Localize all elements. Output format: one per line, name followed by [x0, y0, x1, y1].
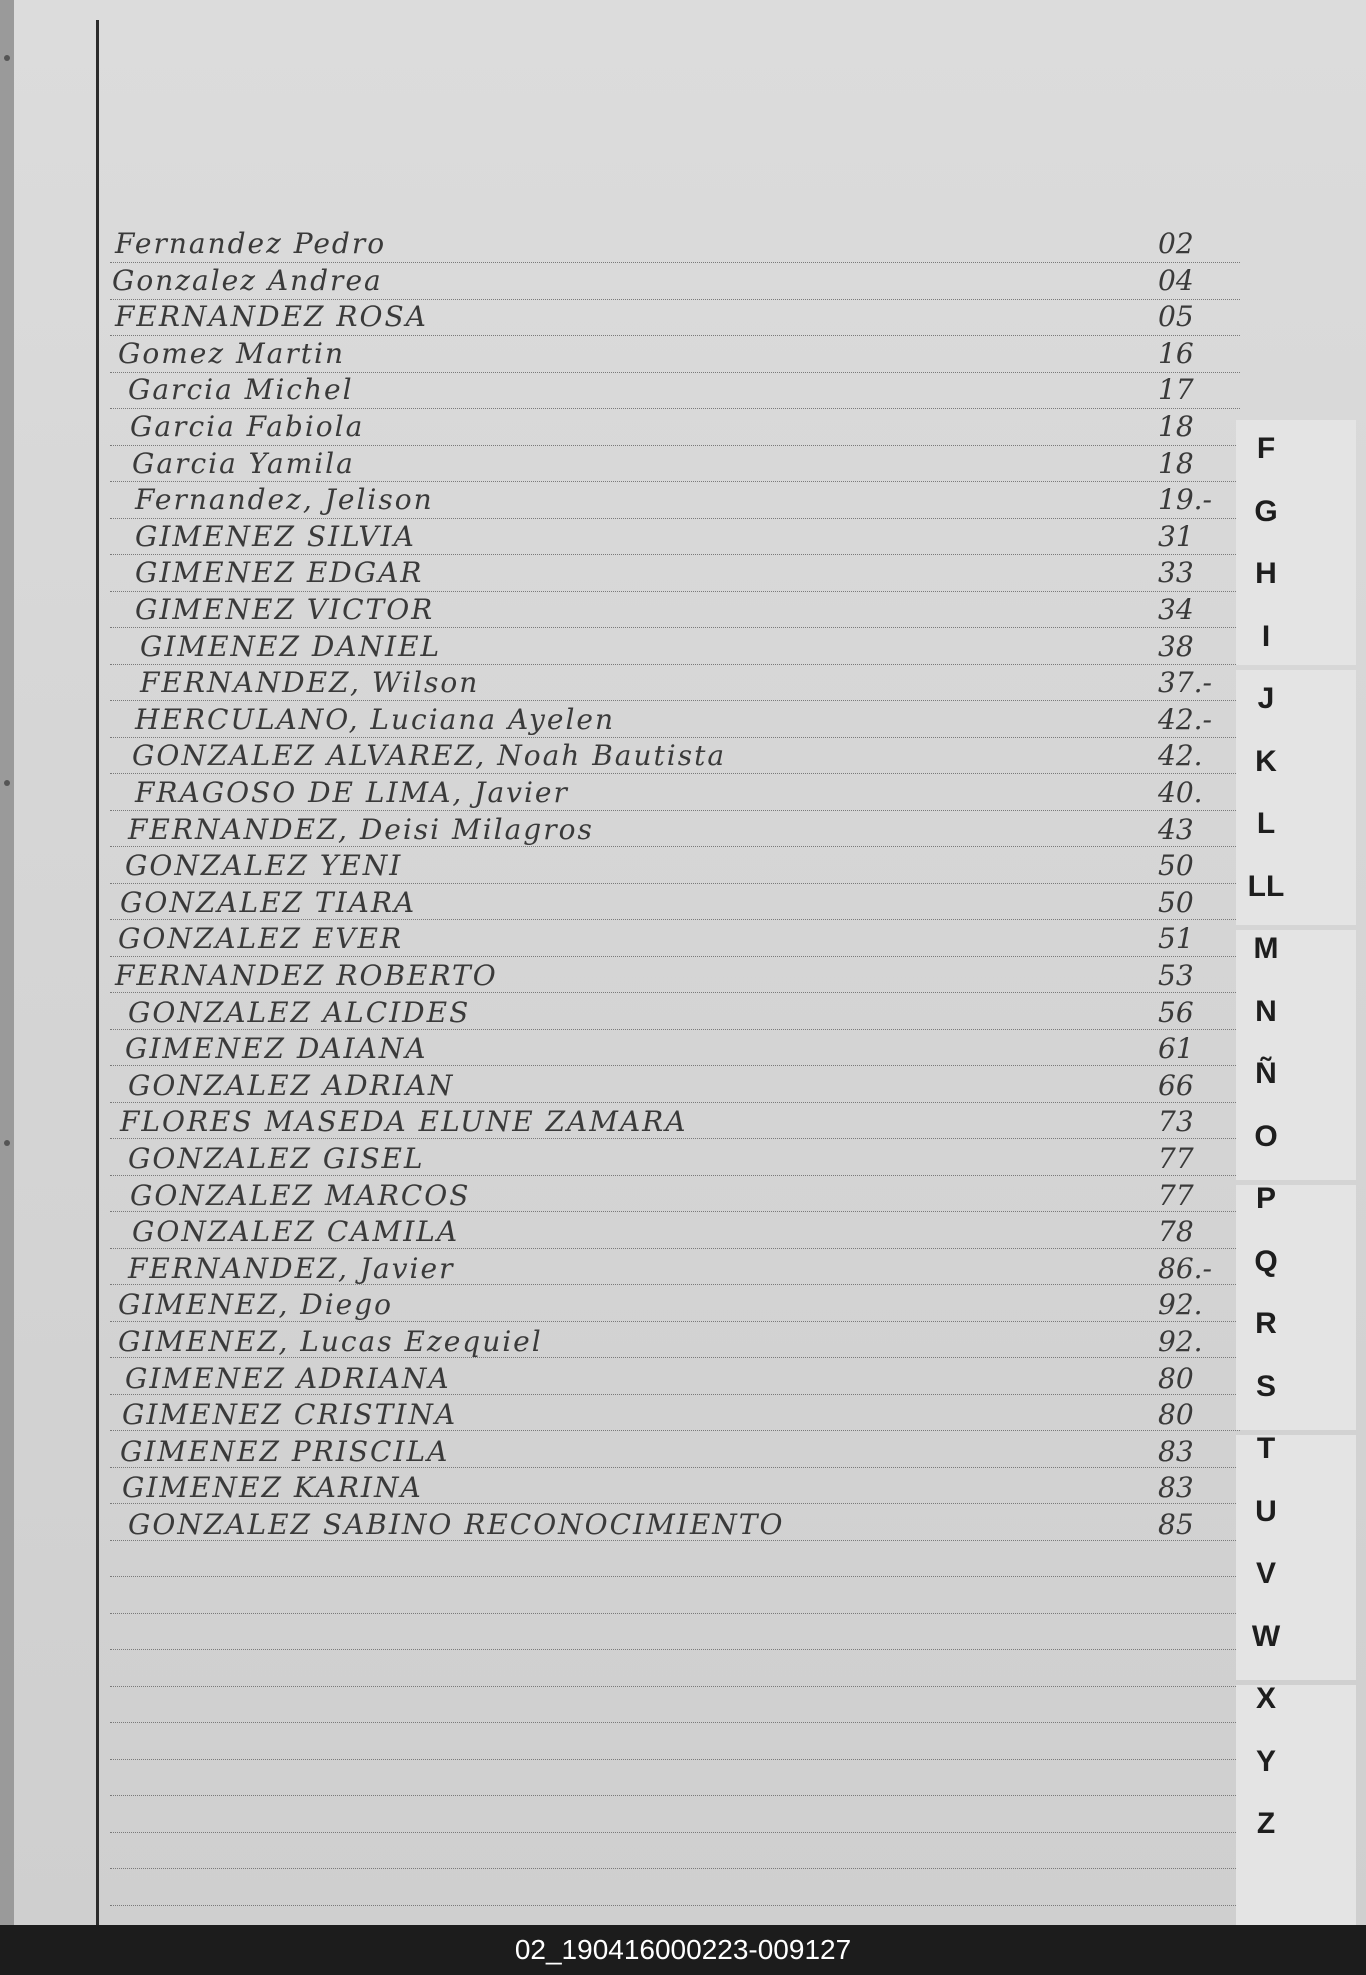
entry-name: Gonzalez Andrea	[112, 263, 383, 297]
index-tab[interactable]: F	[1256, 432, 1276, 465]
entry-number: 33	[1158, 556, 1194, 590]
list-item	[0, 848, 1236, 884]
entry-number: 92.	[1158, 1325, 1203, 1358]
entry-number: 50	[1158, 849, 1194, 883]
index-tab[interactable]: Z	[1256, 1807, 1276, 1840]
entry-name: GONZALEZ GISEL	[128, 1142, 425, 1175]
list-item	[0, 1324, 1236, 1360]
entry-number: 42.-	[1158, 702, 1212, 736]
entry-number: 53	[1158, 959, 1194, 992]
index-tab[interactable]: H	[1255, 557, 1277, 590]
entry-number: 78	[1158, 1215, 1194, 1249]
index-tab[interactable]: LL	[1247, 869, 1285, 903]
entry-number: 77	[1158, 1178, 1194, 1212]
list-item	[0, 263, 1236, 299]
entry-name: FLORES MASEDA ELUNE ZAMARA	[120, 1105, 688, 1139]
entry-name: GONZALEZ ALCIDES	[128, 995, 471, 1029]
entry-name: GIMENEZ ADRIANA	[125, 1361, 451, 1395]
entry-name: GIMENEZ CRISTINA	[122, 1398, 458, 1432]
entry-number: 40.	[1158, 776, 1203, 809]
list-item	[0, 1470, 1236, 1506]
entry-number: 31	[1158, 519, 1194, 553]
index-tab[interactable]: V	[1255, 1557, 1276, 1590]
entry-name: FERNANDEZ, Javier	[128, 1251, 455, 1285]
entry-number: 34	[1158, 593, 1194, 626]
list-item	[0, 1507, 1236, 1543]
list-item	[0, 299, 1236, 335]
entry-name: Garcia Fabiola	[130, 410, 365, 443]
entry-name: GONZALEZ SABINO RECONOCIMIENTO	[128, 1508, 785, 1541]
index-tab[interactable]: Y	[1255, 1744, 1276, 1778]
entry-number: 66	[1158, 1068, 1194, 1102]
index-tab[interactable]: X	[1255, 1682, 1276, 1715]
index-tab[interactable]: J	[1257, 682, 1275, 715]
list-item	[0, 1214, 1236, 1250]
index-tab[interactable]: L	[1256, 807, 1276, 840]
list-item	[0, 775, 1236, 811]
entry-number: 80	[1158, 1361, 1194, 1395]
alphabet-index-tabs	[1236, 420, 1366, 1920]
entry-name: Fernandez Pedro	[115, 227, 387, 260]
entry-name: GIMENEZ KARINA	[122, 1471, 423, 1505]
index-tab[interactable]: N	[1255, 994, 1277, 1028]
entry-name: GIMENEZ EDGAR	[135, 556, 424, 590]
list-item	[0, 1251, 1236, 1287]
entry-name: FRAGOSO DE LIMA, Javier	[135, 776, 569, 809]
entry-name: GIMENEZ VICTOR	[135, 593, 435, 626]
index-tab[interactable]: Ñ	[1255, 1057, 1277, 1090]
entry-name: GIMENEZ SILVIA	[135, 519, 416, 553]
entry-number: 43	[1158, 812, 1194, 846]
index-tab[interactable]: K	[1255, 744, 1277, 778]
entry-name: GIMENEZ PRISCILA	[120, 1434, 450, 1468]
entry-name: Gomez Martin	[118, 336, 345, 370]
index-tab[interactable]: U	[1255, 1494, 1277, 1528]
entry-number: 86.-	[1158, 1251, 1212, 1285]
index-tab[interactable]: W	[1251, 1619, 1281, 1653]
entry-name: GIMENEZ, Diego	[118, 1288, 393, 1322]
list-item	[0, 482, 1236, 518]
entry-number: 50	[1158, 885, 1194, 919]
tab-block	[1236, 1685, 1356, 1925]
entry-number: 92.	[1158, 1288, 1203, 1322]
entry-number: 56	[1158, 995, 1194, 1029]
entry-name: FERNANDEZ, Wilson	[140, 666, 480, 700]
list-item	[0, 665, 1236, 701]
entry-number: 38	[1158, 629, 1194, 663]
entry-name: Garcia Michel	[128, 373, 354, 407]
list-item	[0, 592, 1236, 628]
entry-name: Fernandez, Jelison	[135, 483, 434, 517]
entry-number: 17	[1158, 373, 1194, 407]
index-tab[interactable]: P	[1255, 1182, 1276, 1215]
list-item	[0, 1141, 1236, 1177]
list-item	[0, 885, 1236, 921]
list-item	[0, 995, 1236, 1031]
entry-name: GONZALEZ MARCOS	[130, 1178, 471, 1212]
entry-name: GIMENEZ DAIANA	[125, 1032, 428, 1066]
list-item	[0, 226, 1236, 262]
entry-number: 16	[1158, 336, 1194, 370]
list-item	[0, 1434, 1236, 1470]
index-tab[interactable]: S	[1255, 1369, 1276, 1403]
entry-number: 61	[1158, 1032, 1194, 1066]
entry-number: 80	[1158, 1398, 1194, 1432]
entry-number: 73	[1158, 1105, 1194, 1139]
list-item	[0, 1068, 1236, 1104]
list-item	[0, 812, 1236, 848]
entry-name: HERCULANO, Luciana Ayelen	[135, 702, 616, 736]
entry-name: GONZALEZ EVER	[118, 922, 404, 956]
list-item	[0, 1361, 1236, 1397]
index-tab[interactable]: T	[1256, 1432, 1276, 1465]
index-tab[interactable]: I	[1261, 619, 1271, 653]
list-item	[0, 1104, 1236, 1140]
entry-name: GIMENEZ, Lucas Ezequiel	[118, 1325, 543, 1358]
entry-name: GONZALEZ ALVAREZ, Noah Bautista	[132, 739, 727, 773]
list-item	[0, 409, 1236, 445]
list-item	[0, 1178, 1236, 1214]
entry-number: 04	[1158, 263, 1194, 297]
entry-number: 05	[1158, 300, 1194, 334]
list-item	[0, 1397, 1236, 1433]
entry-name: FERNANDEZ ROSA	[115, 300, 428, 334]
entry-number: 83	[1158, 1471, 1194, 1505]
list-item	[0, 921, 1236, 957]
entry-number: 42.	[1158, 739, 1203, 773]
list-item	[0, 446, 1236, 482]
entry-number: 37.-	[1158, 666, 1212, 700]
entry-name: Garcia Yamila	[132, 446, 355, 480]
entry-number: 83	[1158, 1434, 1194, 1468]
entry-name: FERNANDEZ ROBERTO	[115, 959, 498, 992]
entry-number: 18	[1158, 446, 1194, 480]
entry-name: GONZALEZ ADRIAN	[128, 1068, 455, 1102]
entry-number: 19.-	[1158, 483, 1212, 517]
list-item	[0, 1287, 1236, 1323]
list-item	[0, 372, 1236, 408]
entry-name: FERNANDEZ, Deisi Milagros	[128, 812, 594, 846]
list-item	[0, 1031, 1236, 1067]
entry-number: 85	[1158, 1508, 1194, 1541]
entry-number: 02	[1158, 227, 1194, 260]
list-item	[0, 738, 1236, 774]
list-item	[0, 629, 1236, 665]
index-tab[interactable]: G	[1254, 494, 1278, 528]
list-item	[0, 519, 1236, 555]
scan-id-footer: 02_190416000223-009127	[0, 1925, 1366, 1975]
list-item	[0, 958, 1236, 994]
list-item	[0, 336, 1236, 372]
entry-number: 77	[1158, 1142, 1194, 1175]
entry-name: GONZALEZ TIARA	[120, 885, 417, 919]
index-tab[interactable]: R	[1255, 1307, 1277, 1340]
list-item	[0, 555, 1236, 591]
index-tab[interactable]: Q	[1254, 1244, 1278, 1278]
entry-number: 18	[1158, 410, 1194, 443]
entry-name: GIMENEZ DANIEL	[140, 629, 442, 663]
index-tab[interactable]: O	[1254, 1119, 1278, 1153]
list-item	[0, 702, 1236, 738]
entry-name: GONZALEZ YENI	[125, 849, 403, 883]
entry-name: GONZALEZ CAMILA	[132, 1215, 460, 1249]
index-tab[interactable]: M	[1253, 932, 1279, 965]
entry-number: 51	[1158, 922, 1194, 956]
